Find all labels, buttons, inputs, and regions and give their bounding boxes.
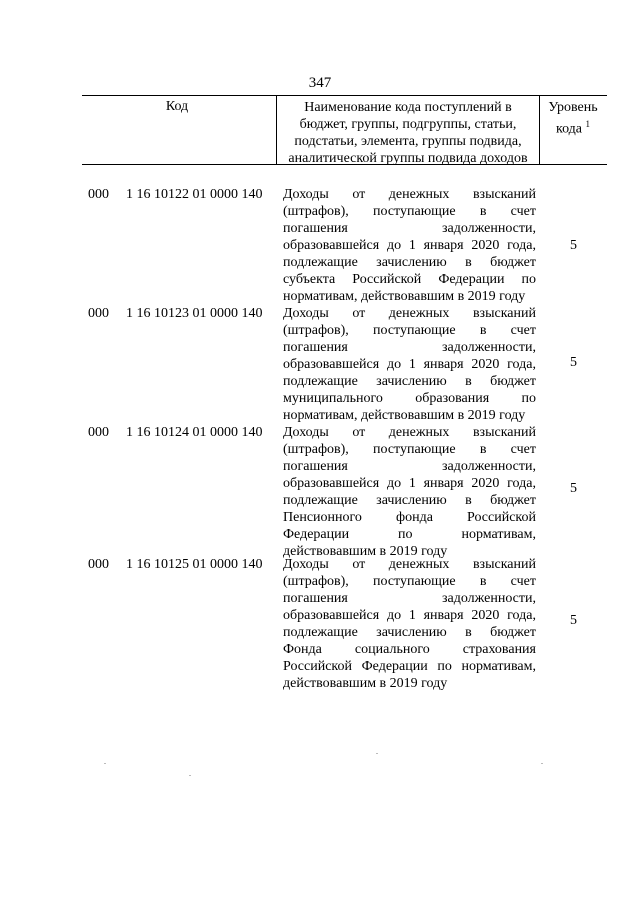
header-level-word: кода [555,121,583,137]
description-line: Пенсионного фонда Российской [283,510,536,525]
header-divider-2 [539,95,540,165]
revenue-code: 1 16 10125 01 0000 140 [126,557,263,572]
table-header [82,95,607,165]
description-line: Доходы от денежных взысканий [283,187,536,202]
header-top-border [82,95,607,96]
description-line: нормативам, действовавшим в 2019 году [283,289,526,304]
level-value: 5 [570,355,577,370]
header-level-line: Уровень [548,100,598,115]
admin-code: 000 [88,557,109,572]
level-value: 5 [570,613,577,628]
header-name-line: бюджет, группы, подгруппы, статьи, [299,117,517,132]
description-line: Доходы от денежных взысканий [283,306,536,321]
admin-code: 000 [88,306,109,321]
scan-speck [376,753,378,754]
header-level-label [541,99,605,138]
description-line: подлежащие зачислению в бюджет [283,374,536,389]
description-line: погашения задолженности, [283,459,536,474]
description-line: Российской Федерации по нормативам, [283,659,536,674]
revenue-description [283,305,536,424]
description-line: Фонда социального страхования [283,642,536,657]
revenue-code: 1 16 10124 01 0000 140 [126,425,263,440]
revenue-description [283,556,536,692]
description-line: образовавшейся до 1 января 2020 года, [283,357,536,372]
header-level-line [541,116,605,138]
footnote-marker: 1 [585,119,591,129]
description-line: погашения задолженности, [283,591,536,606]
header-name-line: аналитической группы подвида доходов [288,151,528,166]
revenue-description [283,186,536,305]
revenue-description [283,424,536,560]
description-line: подлежащие зачислению в бюджет [283,625,536,640]
scan-speck [189,775,191,776]
description-line: образовавшейся до 1 января 2020 года, [283,608,536,623]
revenue-code: 1 16 10123 01 0000 140 [126,306,263,321]
description-line: подлежащие зачислению в бюджет [283,493,536,508]
description-line: Доходы от денежных взысканий [283,557,536,572]
level-value: 5 [570,481,577,496]
description-line: (штрафов), поступающие в счет [283,442,536,457]
description-line: (штрафов), поступающие в счет [283,204,536,219]
description-line: Доходы от денежных взысканий [283,425,536,440]
description-line: субъекта Российской Федерации по [283,272,536,287]
scan-speck [104,763,106,764]
description-line: погашения задолженности, [283,221,536,236]
description-line: нормативам, действовавшим в 2019 году [283,408,526,423]
description-line: образовавшейся до 1 января 2020 года, [283,476,536,491]
revenue-code: 1 16 10122 01 0000 140 [126,187,263,202]
header-name-line: Наименование кода поступлений в [304,100,512,115]
description-line: погашения задолженности, [283,340,536,355]
description-line: подлежащие зачислению в бюджет [283,255,536,270]
description-line: муниципального образования по [283,391,536,406]
header-name-line: подстатьи, элемента, группы подвида, [294,134,522,149]
description-line: действовавшим в 2019 году [283,676,448,691]
admin-code: 000 [88,187,109,202]
level-value: 5 [570,238,577,253]
description-line: действовавшим в 2019 году [283,544,448,559]
admin-code: 000 [88,425,109,440]
description-line: образовавшейся до 1 января 2020 года, [283,238,536,253]
description-line: Федерации по нормативам, [283,527,536,542]
header-code-label: Код [165,99,189,114]
description-line: (штрафов), поступающие в счет [283,574,536,589]
scan-speck [541,763,543,764]
header-name-label [277,99,539,167]
page-number: 347 [308,75,332,91]
description-line: (штрафов), поступающие в счет [283,323,536,338]
